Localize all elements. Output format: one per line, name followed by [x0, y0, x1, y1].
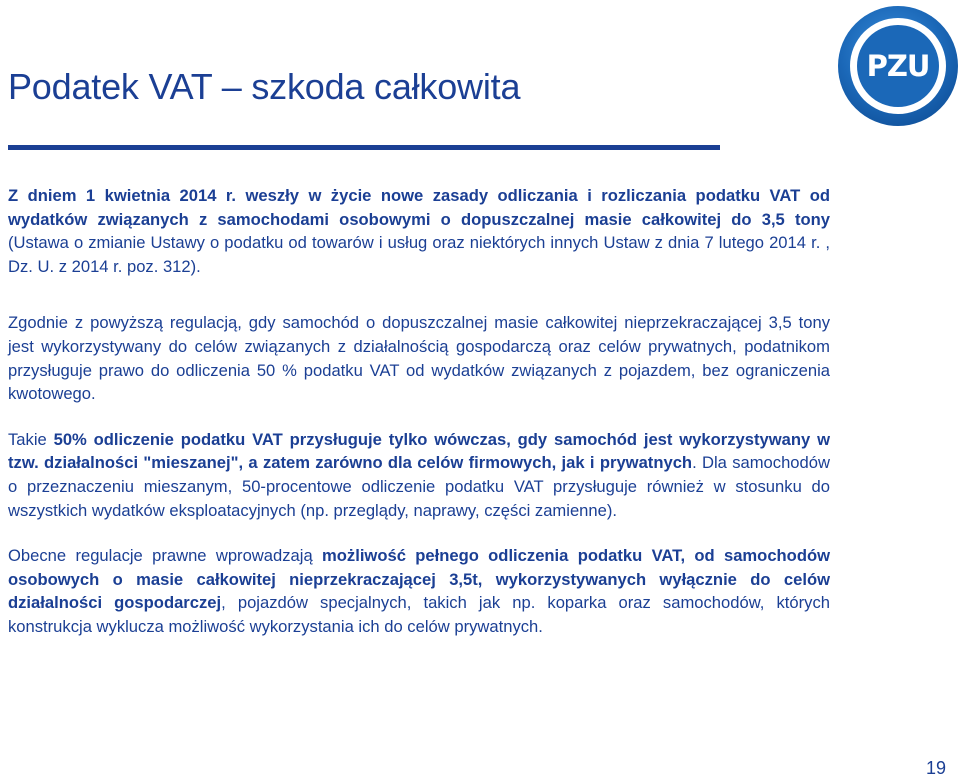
intro-citation-text: (Ustawa o zmianie Ustawy o podatku od towarów i usług oraz niektórych innych Ustaw z dnia 7 lutego 2014 r. , Dz. U. z 2014 r. poz. 312). [8, 233, 830, 276]
mixed-use-rest-text: . Dla samochodów o przeznaczeniu mieszanym, 50-procentowe odliczenie podatku VAT przysługuje również w stosunku do wszystkich wydatków eksploatacyjnych (np. przeglądy, naprawy, części zamienne). [8, 453, 830, 520]
slide-title: Podatek VAT – szkoda całkowita [8, 66, 521, 108]
mixed-use-bold-text: 50% odliczenie podatku VAT przysługuje tylko wówczas, gdy samochód jest wykorzystywany w tzw. działalności "mieszanej", a zatem zarówno dla celów firmowych, jak i prywatnych [8, 429, 830, 473]
slide-body [8, 184, 830, 639]
pzu-logo-icon [836, 4, 960, 128]
page-number: 19 [925, 758, 946, 778]
full-deduction-bold-text: możliwość pełnego odliczenia podatku VAT, od samochodów osobowych o masie całkowitej nieprzekraczającej 3,5t, wykorzystywanych wyłącznie do celów działalności gospodarczej [8, 546, 830, 613]
full-deduction-rest-text: , pojazdów specjalnych, takich jak np. koparka oraz samochodów, których konstrukcja wyklucza możliwość wykorzystania ich do celów prywatnych. [8, 593, 830, 636]
mixed-use-lead-text: Takie [8, 429, 54, 449]
paragraph-mixed-use [8, 428, 830, 522]
logo-text: PZU [866, 49, 930, 83]
regulation-text: Zgodnie z powyższą regulacją, gdy samochód o dopuszczalnej masie całkowitej nieprzekraczającej 3,5 tony jest wykorzystywany do celów związanych z działalnością gospodarczą oraz celów prywatnych, podatnikom przysługuje prawo do odliczenia 50 % podatku VAT od wydatków związanych z pojazdem, bez ograniczenia kwotowego. [8, 313, 830, 404]
full-deduction-lead-text: Obecne regulacje prawne wprowadzają [8, 546, 323, 566]
title-underline [8, 145, 720, 150]
paragraph-full-deduction [8, 544, 830, 638]
paragraph-intro [8, 184, 830, 278]
paragraph-regulation [8, 311, 830, 405]
intro-bold-text: Z dniem 1 kwietnia 2014 r. weszły w życie nowe zasady odliczania i rozliczania podatku VAT od wydatków związanych z samochodami osobowymi o dopuszczalnej masie całkowitej do 3,5 tony [8, 186, 830, 229]
